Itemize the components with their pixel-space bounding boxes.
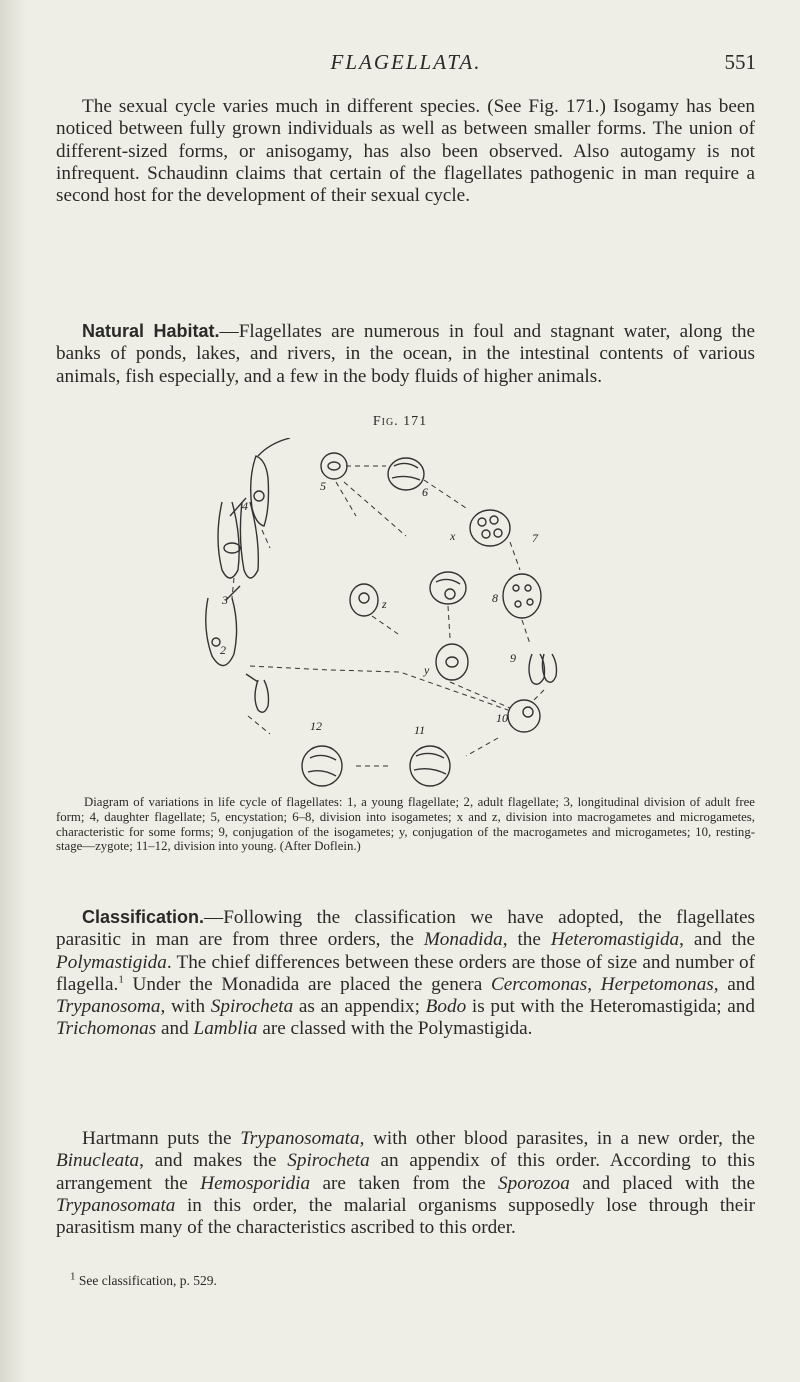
running-head <box>56 50 756 80</box>
running-title: FLAGELLATA. <box>330 50 482 74</box>
taxon-name: Spirocheta <box>287 1150 370 1172</box>
taxon-name: Hemosporidia <box>200 1172 311 1194</box>
text-run: —Following the classification we have adopted, the flagellates parasitic in man are from three orders, the <box>56 907 755 951</box>
text-run: , with other blood parasites, in a new order, the <box>359 1128 755 1149</box>
figure-number-4: 4 <box>242 499 248 513</box>
taxon-name: Spirocheta <box>210 996 294 1018</box>
text-run: , <box>587 973 601 995</box>
macrogamete-division-drawing <box>430 572 466 604</box>
life-cycle-diagram <box>160 438 680 788</box>
figure-label-z: z <box>382 597 387 611</box>
figure-number-6: 6 <box>422 485 428 499</box>
text-run: , the <box>502 929 551 951</box>
figure-number-2: 2 <box>220 643 226 657</box>
page-gutter-shadow <box>0 0 26 1382</box>
paragraph-natural-habitat <box>56 320 755 388</box>
text-run: and placed with the <box>569 1172 755 1194</box>
taxon-name: Bodo <box>425 996 467 1018</box>
taxon-name: Cercomonas <box>490 973 588 995</box>
encystation-drawing <box>321 453 347 479</box>
adult-flagellate-drawing <box>251 438 290 526</box>
text-run: , and <box>713 973 755 995</box>
cyst-division-drawing <box>388 458 424 490</box>
taxon-name: Heteromastigida <box>550 929 680 951</box>
page-number: 551 <box>724 50 756 74</box>
footnote <box>70 1270 217 1289</box>
isogametes-drawing <box>503 574 541 618</box>
figure-caption: Diagram of variations in life cycle of flagellates: 1, a young flagellate; 2, adult flagellate; 3, longitudinal division of adult free form; 4, daughter flagellate; 5, encystation; 6–8, division into isogametes; x and z, division into macrogametes and microgametes, characteristic for some forms; 9, conjugation of the isogametes; y, conjugation of the macrogametes and microgametes; 10, resting-stage—zygote; 11–12, division into young. (After Doflein.) <box>56 795 755 854</box>
figure-label-x: x <box>450 529 456 543</box>
text-run: are classed with the Polymastigida. <box>257 1018 533 1040</box>
footnote-text: See classification, p. 529. <box>75 1273 217 1288</box>
figure-label: Fig. 171 <box>372 414 428 429</box>
microgamete-drawing <box>350 584 378 616</box>
text-run: is put with the Heteromastigida; and <box>466 996 755 1018</box>
figure-number-5: 5 <box>320 479 326 493</box>
text-run: , and the <box>679 929 755 951</box>
figure-number-3: 3 <box>222 593 228 607</box>
taxon-name: Trypanosomata <box>240 1128 360 1149</box>
taxon-name: Trypanosomata <box>56 1194 176 1216</box>
zygote-drawing <box>508 700 540 732</box>
taxon-name: Herpetomonas <box>600 973 714 995</box>
paragraph-text: The sexual cycle varies much in different species. (See Fig. 171.) Isogamy has been noticed between fully grown individuals as well as between smaller forms. The union of different-sized forms, or anisogamy, has also been observed. Also autogamy is not infrequent. Schaudinn claims that certain of the flagellates pathogenic in man require a second host for the development of their sexual cycle. <box>56 96 755 207</box>
figure-number-7: 7 <box>532 531 538 545</box>
section-heading-classification: Classification. <box>82 907 205 927</box>
conjugation-macro-micro-drawing <box>436 644 468 680</box>
text-run: Hartmann puts the <box>82 1128 241 1149</box>
text-run: Under the Monadida are placed the genera <box>123 973 491 995</box>
figure-label-y: y <box>424 663 430 677</box>
text-run: , and makes the <box>139 1150 288 1172</box>
paragraph-classification <box>56 906 755 1041</box>
figure-number-12: 12 <box>310 719 322 733</box>
conjugation-isogametes-drawing <box>529 654 557 684</box>
figure-number-10: 10 <box>496 711 508 725</box>
footnote-marker[interactable]: 1 <box>118 973 124 986</box>
taxon-name: Monadida <box>423 929 503 951</box>
taxon-name: Sporozoa <box>498 1172 570 1194</box>
paragraph-text: —Flagellates are numerous in foul and stagnant water, along the banks of ponds, lakes, and rivers, in the ocean, in the intestinal contents of various animals, fish especially, and a few in the body fluids of higher animals. <box>56 321 755 387</box>
taxon-name: Trypanosoma <box>56 996 161 1018</box>
figure-number-11: 11 <box>414 723 426 737</box>
text-run: , with <box>160 996 211 1018</box>
isogamete-cyst-drawing <box>470 510 510 546</box>
figure-number-8: 8 <box>492 591 498 605</box>
longitudinal-division-drawing <box>218 498 258 578</box>
paragraph-hartmann <box>56 1128 755 1239</box>
text-run: an appendix of this order. According to this arrangement the <box>56 1150 755 1194</box>
text-run: as an appendix; <box>293 996 426 1018</box>
young-flagellate-drawing <box>246 674 269 712</box>
taxon-name: Lamblia <box>193 1018 258 1040</box>
taxon-name: Trichomonas <box>56 1018 157 1040</box>
footnote-mark: 1 <box>70 1270 76 1283</box>
text-run: in this order, the malarial organisms supposedly lose through their parasitism many of the characteristics ascribed to this order. <box>56 1194 755 1239</box>
text-run: are taken from the <box>310 1172 499 1194</box>
figure-number-9: 9 <box>510 651 516 665</box>
taxon-name: Binucleata <box>56 1150 140 1172</box>
paragraph-sexual-cycle <box>56 96 755 207</box>
text-run: and <box>156 1018 194 1040</box>
taxon-name: Polymastigida <box>56 951 167 973</box>
section-heading-natural-habitat: Natural Habitat. <box>82 321 220 341</box>
text-run: . The chief differences between these orders are those of size and number of flagella. <box>56 951 755 995</box>
